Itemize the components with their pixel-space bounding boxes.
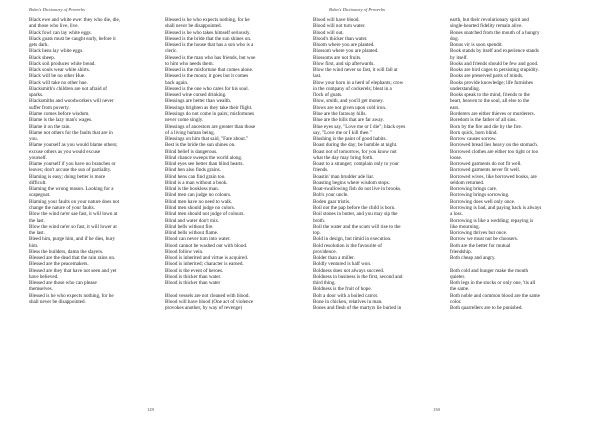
proverb-line: Blood is inherited; character is earned. — [165, 261, 244, 268]
proverb-line: Black will take no other hue. — [29, 79, 88, 86]
proverb-line: Blessings do not come in pairs; misfortunes — [165, 110, 255, 117]
proverb-line: Black hens lay white eggs. — [29, 48, 84, 55]
proverb-line: Blind and water don't mix. — [165, 217, 220, 224]
proverb-line: shall never be disappointed. — [165, 23, 222, 30]
proverb-line: Borrow causes sorrow. — [450, 136, 497, 143]
proverb-entry — [313, 161, 433, 174]
left-page-column-2 — [165, 17, 285, 311]
proverb-line: Both cold and hunger make the mouth — [450, 267, 529, 274]
proverb-entry — [29, 199, 149, 212]
proverb-line: Blessed is he who expects nothing, for he — [29, 292, 114, 299]
proverb-line: Blind bells without fire. — [165, 223, 214, 230]
proverb-line: Blood's thicker than water. — [313, 35, 368, 42]
proverb-line: yourself. — [29, 154, 47, 161]
proverb-entry — [165, 42, 285, 55]
proverb-entry — [450, 205, 570, 218]
proverb-entry — [313, 305, 433, 311]
proverb-entry — [29, 293, 149, 306]
proverb-line: Boldness in business is the first, second and — [313, 273, 403, 280]
running-head: Bohn's Dictionary of Proverbs — [29, 7, 86, 12]
proverb-line: third thing. — [313, 280, 336, 287]
proverb-line: Blind belief is dangerous. — [165, 148, 218, 155]
proverb-entry — [29, 36, 149, 49]
proverb-line: Black will be no other Hue. — [29, 73, 86, 80]
proverb-entry — [450, 243, 570, 256]
proverb-line: top. — [313, 230, 321, 237]
proverb-line: Boldness is the fruit of hope. — [313, 286, 372, 293]
proverb-entry — [450, 305, 570, 311]
proverb-line: seldom returned. — [450, 179, 485, 186]
proverb-line: Both legs in the stocks or only one, 'tis all — [450, 280, 536, 287]
proverb-line: by itself. — [450, 54, 468, 61]
proverb-line: Black fowl can lay white eggs. — [29, 29, 92, 36]
proverb-line: Blood vessels are not cleaned with blood. — [165, 292, 250, 299]
proverb-line: Boil not the pap before the child is born. — [313, 204, 396, 211]
proverb-line: in the company of cockerels; bleat in a — [313, 85, 392, 92]
proverb-entry — [29, 236, 149, 249]
proverb-line: Bold in design, but timid in execution. — [313, 236, 392, 243]
proverb-line: Bloom where you are planted. — [313, 42, 375, 49]
proverb-line: Boast during the day; be humble at night. — [313, 142, 398, 149]
proverb-line: provokes another, by way of revenge) — [165, 305, 243, 312]
proverb-entry — [29, 98, 149, 111]
proverb-line: Both quarrellers are to be punished. — [450, 305, 523, 312]
proverb-line: loose. — [450, 154, 463, 161]
proverb-line: Borrowing brings sorrowing. — [450, 192, 510, 199]
proverb-line: Blessed is the man who has friends, but woe — [165, 54, 256, 61]
proverb-entry — [450, 174, 570, 187]
proverb-entry — [313, 124, 433, 137]
proverb-line: Blame yourself if you have no branches or — [29, 161, 116, 168]
proverb-entry — [313, 274, 433, 287]
proverb-line: dog. — [450, 35, 459, 42]
proverb-line: Blessings brighten as they take their flight. — [165, 104, 253, 111]
proverb-line: Blind men should not judge of colours. — [165, 211, 245, 218]
proverb-line: Blessed is the one who cares for his soul. — [165, 85, 249, 92]
proverb-line: Blessed wine cursed drinking. — [165, 92, 227, 99]
proverb-line: Blessed is he who takes himself seriously. — [165, 29, 251, 36]
proverb-line: Blue are the hills that are far away. — [313, 117, 384, 124]
proverb-line: Blessed are the peacemakers. — [29, 261, 89, 268]
proverb-line: Bless the builders, damn the slayers. — [29, 248, 104, 255]
proverb-line: Blind men can judge no colours. — [165, 192, 232, 199]
proverb-line: Boast to a stranger; complain only to your — [313, 161, 399, 168]
proverb-entry — [29, 186, 149, 199]
proverb-line: Borrowed clothes are either too tight or too — [450, 148, 539, 155]
proverb-entry — [165, 17, 285, 30]
proverb-line: color. — [450, 298, 462, 305]
proverb-line: Blood is thicker than water. — [165, 273, 222, 280]
proverb-line: Books speak to the mind, friends to the — [450, 92, 530, 99]
page-number: 130 — [433, 407, 440, 412]
proverb-line: Borrowing does well only once. — [450, 198, 516, 205]
proverb-entry — [450, 218, 570, 231]
proverb-line: Blood will have blood (One act of violence — [165, 298, 254, 305]
proverb-line: Blessings on him that said, "Fare about." — [165, 136, 249, 143]
proverb-entry — [313, 67, 433, 80]
proverb-line: Borrowing is like a wedding; repaying is — [450, 217, 534, 224]
proverb-line: you. — [29, 136, 38, 143]
proverb-line: Blow the wind ne'er sae fast, it will lown at — [29, 211, 118, 218]
proverb-line: Blaming is easy; doing better is more — [29, 173, 106, 180]
proverb-line: the last. — [29, 230, 45, 237]
proverb-line: him. — [29, 242, 39, 249]
proverb-line: themselves. — [29, 286, 53, 293]
proverb-line: Blossoms are not fruits. — [313, 54, 362, 61]
proverb-line: gets dark. — [29, 42, 49, 49]
proverb-line: friends. — [313, 167, 329, 174]
proverb-line: Boredom is the father of all sins. — [450, 117, 517, 124]
proverb-line: Blind chance sweeps the world along. — [165, 154, 243, 161]
proverb-line: Blow the wind ne'er so fast, it will lower at — [29, 223, 117, 230]
proverb-line: Black goats must be caught early, before it — [29, 35, 116, 42]
proverb-line: Blessings are better than wealth. — [165, 98, 232, 105]
proverb-line: understanding. — [450, 85, 481, 92]
proverb-line: Boil stones in butter, and you may sip the — [313, 211, 398, 218]
proverb-line: Borderers are either thieves or murderers. — [450, 110, 535, 117]
proverb-line: Blessed is the moon; it goes but it comes — [165, 73, 249, 80]
proverb-line: change the nature of your faults. — [29, 204, 95, 211]
left-page-column-1 — [29, 17, 149, 305]
proverb-entry — [29, 174, 149, 187]
proverb-line: Black ewe and white ewe: they who die, die, — [29, 17, 121, 23]
proverb-line: Blow your horn in a herd of elephants; crow — [313, 79, 404, 86]
proverb-line: Blame not others for the faults that are in — [29, 129, 113, 136]
proverb-line: providence. — [313, 248, 337, 255]
proverb-entry — [450, 17, 570, 30]
proverb-line: Bones and flesh of the martyrs lie buried in — [313, 305, 402, 312]
proverb-line: Blood will have blood. — [313, 17, 360, 23]
proverb-line: Blaming the wrong reason. Looking for a — [29, 186, 114, 193]
proverb-line: Boldly ventured is half won. — [313, 261, 372, 268]
proverb-line: difficult. — [29, 179, 47, 186]
proverb-line: Book stands by itself and experience stands — [450, 48, 539, 55]
proverb-line: Blessed is the misfortune that comes alone. — [165, 67, 254, 74]
proverb-entry — [313, 224, 433, 237]
proverb-line: the same. — [450, 286, 470, 293]
proverb-line: Boil the water and the scum will rise to the — [313, 223, 401, 230]
proverb-line: Borrowing brings care. — [450, 186, 498, 193]
proverb-line: Blessed is the bride that the sun shines on. — [165, 35, 252, 42]
proverb-line: cleric. — [165, 48, 178, 55]
proverb-line: what the day may bring forth. — [313, 154, 374, 161]
proverb-line: Both noble and common blood are the same — [450, 292, 540, 299]
proverb-line: Borrowed wives, like borrowed books, are — [450, 173, 537, 180]
proverb-line: Blue eyes say, "Love me or I die"; black eyes — [313, 123, 406, 130]
proverb-entry — [450, 293, 570, 306]
proverb-line: Blame it on the rain. — [29, 123, 71, 130]
proverb-line: Books and friends should be few and good. — [450, 60, 539, 67]
proverb-entry — [29, 161, 149, 174]
proverb-line: Blessed are they that have not seen and yet — [29, 267, 117, 274]
proverb-line: Books provide knowledge; life furnishes — [450, 79, 533, 86]
proverb-entry — [29, 142, 149, 161]
proverb-line: Boat-swallowing fish do not live in brooks. — [313, 186, 402, 193]
proverb-entry — [450, 268, 570, 281]
proverb-line: leaves; don't accuse the sun of partiality. — [29, 167, 112, 174]
proverb-line: Blood will out. — [313, 29, 344, 36]
proverb-entry — [450, 80, 570, 93]
proverb-line: Blood is inherited and virtue is acquired. — [165, 255, 249, 262]
proverb-line: friendship. — [450, 248, 472, 255]
proverb-line: Blessed are those who can please — [29, 280, 97, 287]
page-number: 129 — [147, 407, 154, 412]
right-page — [300, 0, 600, 424]
proverb-entry — [450, 92, 570, 111]
proverb-line: never come singly. — [165, 117, 204, 124]
proverb-line: Born quick, born blind. — [450, 129, 498, 136]
right-page-column-1 — [313, 17, 433, 311]
proverb-entry — [29, 211, 149, 224]
proverb-line: broth. — [313, 217, 326, 224]
proverb-line: have believed. — [29, 273, 59, 280]
proverb-line: Blind hens can find grain too. — [165, 173, 226, 180]
proverb-line: suffer from poverty. — [29, 104, 70, 111]
proverb-line: earth, but their revolutionary spirit and — [450, 17, 529, 23]
proverb-line: Best is the bride the sun shines on. — [165, 142, 236, 149]
proverb-line: Bolt a door with a boiled carrot. — [313, 292, 379, 299]
proverb-entry — [450, 30, 570, 43]
proverb-line: Boden gaar tristis. — [313, 198, 351, 205]
proverb-entry — [29, 268, 149, 281]
proverb-entry — [165, 299, 285, 312]
proverb-line: Blind bells without flame. — [165, 230, 219, 237]
proverb-line: Blood can never turn into water. — [165, 236, 231, 243]
proverb-line: scapegoat. — [29, 192, 51, 199]
proverb-line: Boast not of tomorrow, for you know not — [313, 148, 397, 155]
proverb-line: Blame yourself as you would blame others; — [29, 142, 118, 149]
proverb-entry — [29, 17, 149, 30]
proverb-line: Blind is a man without a book. — [165, 179, 228, 186]
proverb-entry — [450, 48, 570, 61]
proverb-entry — [450, 149, 570, 162]
proverb-line: like mourning. — [450, 223, 480, 230]
proverb-line: back again. — [165, 79, 189, 86]
proverb-entry — [29, 280, 149, 293]
proverb-line: Blow first, and sip afterwards. — [313, 60, 375, 67]
proverb-line: Borrowing thrives but once. — [450, 230, 508, 237]
proverb-line: Bleed him, purge him, and if he dies, bury — [29, 236, 116, 243]
proverb-line: Blood will not turn water. — [313, 23, 366, 30]
proverb-line: Boastin' man brudder ade liar. — [313, 173, 375, 180]
proverb-line: Blame comes before wisdom. — [29, 110, 90, 117]
proverb-line: Blue are the faraway hills. — [313, 110, 367, 117]
proverb-line: Both cheap and angry. — [450, 255, 496, 262]
proverb-line: Blows are not given upon cold iron. — [313, 104, 387, 111]
proverb-line: Bones snatched from the mouth of a hungry — [450, 29, 540, 36]
proverb-line: Books are preserved parts of minds. — [450, 73, 524, 80]
proverb-line: Blossom where you are planted. — [313, 48, 379, 55]
proverb-line: Black souls wear white shirts. — [29, 67, 90, 74]
proverb-line: Bob's your uncle. — [313, 192, 349, 199]
proverb-entry — [29, 86, 149, 99]
proverb-entry — [450, 280, 570, 293]
proverb-entry — [313, 149, 433, 162]
proverb-line: say, "Love me or I kill thee." — [313, 129, 372, 136]
proverb-entry — [165, 73, 285, 86]
proverb-line: Borrowed garments never fit well. — [450, 167, 521, 174]
proverb-line: single-hearted fidelity remain alive. — [450, 23, 523, 30]
proverb-line: flock of goats. — [313, 92, 343, 99]
proverb-line: Borrowed bread lies heavy on the stomach. — [450, 142, 539, 149]
proverb-line: Bonus vir is soon spendit. — [450, 42, 503, 49]
proverb-line: Blushing is the paint of good habits. — [313, 136, 387, 143]
proverb-line: heart, heaven to the soul, all else to the — [450, 98, 530, 105]
proverb-line: Blame is the lazy man's wages. — [29, 117, 93, 124]
proverb-line: Boldness does not always succeed. — [313, 267, 385, 274]
running-head: Bohn's Dictionary of Proverbs — [329, 7, 386, 12]
right-page-column-2 — [450, 17, 570, 311]
proverb-line: and those who live, live. — [29, 23, 79, 30]
proverb-line: Blacksmiths and woodworkers will never — [29, 98, 114, 105]
proverb-line: Bolder than a miller. — [313, 255, 355, 262]
proverb-line: Blind hen also finds grains. — [165, 167, 221, 174]
proverb-line: the last. — [29, 217, 45, 224]
proverb-line: Borrowed garments do not fit well. — [450, 161, 522, 168]
proverb-line: Both are the better for mutual — [450, 242, 511, 249]
proverb-entry — [165, 55, 285, 68]
proverb-line: to him who needs them. — [165, 60, 214, 67]
proverb-line: Blind men have no need to walk. — [165, 198, 233, 205]
proverb-line: Blaming your faults on your nature does not — [29, 198, 120, 205]
proverb-line: of a living human being. — [165, 129, 215, 136]
proverb-line: Black sheep. — [29, 54, 56, 61]
proverb-line: quieter. — [450, 273, 466, 280]
proverb-line: Bone in chicken, relatives in man. — [313, 298, 383, 305]
proverb-line: Blind eyes see better than blind hearts. — [165, 161, 244, 168]
proverb-entry — [313, 243, 433, 256]
proverb-line: Bold resolution is the favourite of — [313, 242, 382, 249]
proverb-line: excuse others as you would excuse — [29, 148, 101, 155]
proverb-entry — [165, 111, 285, 124]
proverb-entry — [29, 130, 149, 143]
proverb-entry — [313, 211, 433, 224]
proverb-line: Blood cannot be washed out with blood. — [165, 242, 248, 249]
proverb-line: Borrow we must not be choosers. — [450, 236, 519, 243]
proverb-line: Boasting begins where wisdom stops. — [313, 179, 390, 186]
proverb-entry — [313, 80, 433, 99]
proverb-line: Blow the wind never so fast, it will fall at — [313, 67, 398, 74]
proverb-line: Blood is the event of heroes. — [165, 267, 224, 274]
proverb-line: Blind is the bookless man. — [165, 186, 219, 193]
proverb-line: Blind men should judge no colors. — [165, 204, 236, 211]
proverb-entry — [165, 124, 285, 137]
proverb-line: Blessed are the dead that the rain rains on. — [29, 255, 116, 262]
proverb-entry — [29, 224, 149, 237]
proverb-line: last. — [313, 73, 322, 80]
proverb-line: Books are bird cages to persisting stupidity. — [450, 67, 539, 74]
proverb-line: shall never be disappointed. — [29, 298, 86, 305]
proverb-line: Blood follow vein. — [165, 248, 204, 255]
proverb-line: Born by the fire and die by the fire. — [450, 123, 522, 130]
proverb-line: Blood is thicker than water — [165, 280, 221, 287]
proverb-line: Blacksmith's children are not afraid of — [29, 85, 108, 92]
proverb-line: Blessings of ancestors are greater than those — [165, 123, 256, 130]
proverb-line: Blessed is he who expects nothing, for he — [165, 17, 250, 23]
proverb-line: Blessed is the house that has a son who is a — [165, 42, 254, 49]
proverb-line: sparks. — [29, 92, 44, 99]
proverb-line: a loss. — [450, 211, 463, 218]
proverb-line: Blow, smith, and you'll get money. — [313, 98, 384, 105]
proverb-line: ears. — [450, 104, 460, 111]
proverb-line: Borrowing is bad, and paying back is always — [450, 204, 542, 211]
proverb-line: Black soil produces white bread. — [29, 60, 96, 67]
